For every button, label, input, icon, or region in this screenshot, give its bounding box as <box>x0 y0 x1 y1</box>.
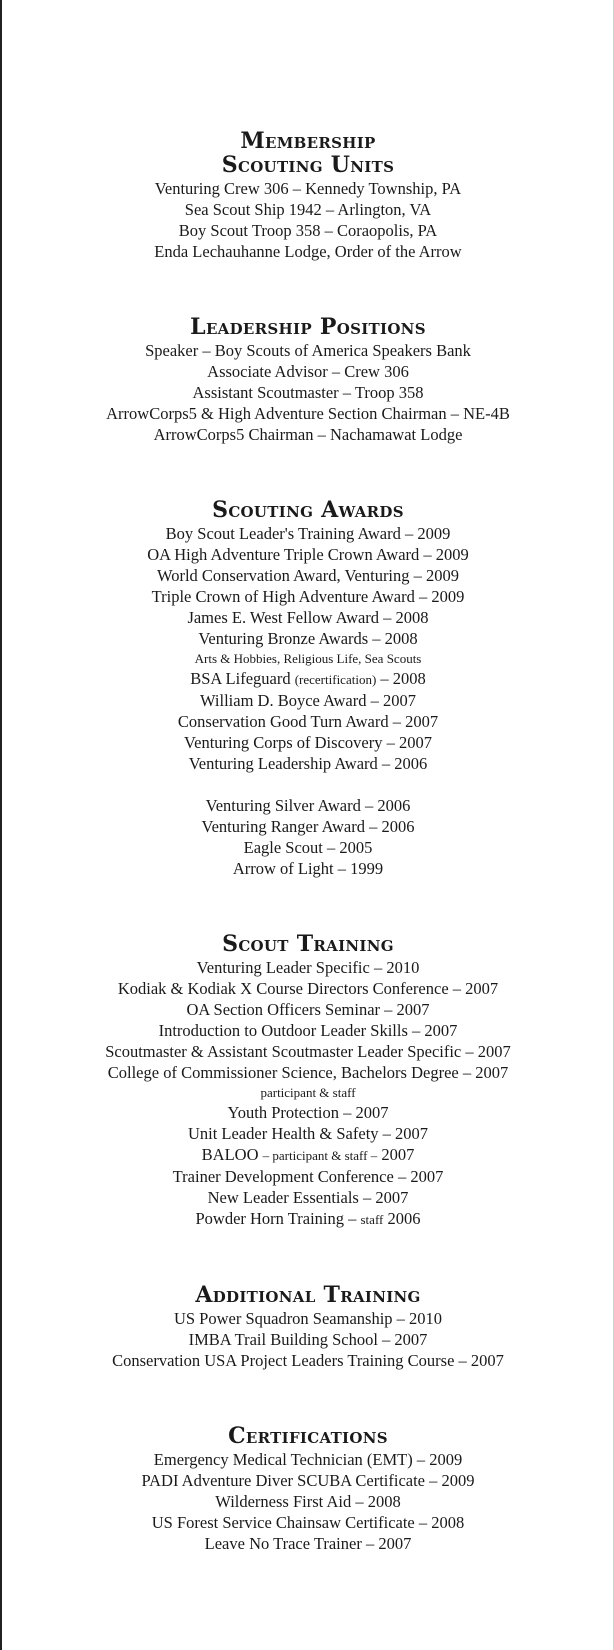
certifications-section <box>8 1423 608 1554</box>
list-item: Associate Advisor – Crew 306 <box>207 362 409 381</box>
scouting-units-subtitle: Scouting Units <box>221 152 395 178</box>
list-item: Emergency Medical Technician (EMT) – 2009 <box>153 1450 463 1469</box>
list-item: ArrowCorps5 Chairman – Nachamawat Lodge <box>153 425 463 444</box>
document-page <box>8 128 608 1554</box>
list-item: OA High Adventure Triple Crown Award – 2009 <box>147 545 469 564</box>
training-section <box>8 931 608 1230</box>
list-item: OA Section Officers Seminar – 2007 <box>186 1000 430 1019</box>
additional-title: Additional Training <box>195 1282 421 1308</box>
list-item: Arrow of Light – 1999 <box>232 859 384 878</box>
list-item <box>8 668 608 690</box>
list-item: Venturing Bronze Awards – 2008 <box>198 629 418 648</box>
lifeguard-note: (recertification) <box>294 672 377 687</box>
list-item <box>8 1208 608 1230</box>
certifications-title: Certifications <box>228 1423 388 1449</box>
list-item: Conservation Good Turn Award – 2007 <box>177 712 439 731</box>
list-item: US Power Squadron Seamanship – 2010 <box>173 1309 443 1328</box>
awards-title: Scouting Awards <box>212 497 404 523</box>
list-item: Eagle Scout – 2005 <box>243 838 373 857</box>
awards-section <box>8 497 608 879</box>
list-item: Scoutmaster & Assistant Scoutmaster Leader Specific – 2007 <box>105 1042 511 1061</box>
powder-horn-label: Powder Horn Training – <box>195 1209 357 1228</box>
list-item: Boy Scout Troop 358 – Coraopolis, PA <box>178 221 438 240</box>
baloo-label: BALOO <box>201 1145 259 1164</box>
list-item: US Forest Service Chainsaw Certificate – 2008 <box>151 1513 465 1532</box>
list-item: PADI Adventure Diver SCUBA Certificate – 2009 <box>141 1471 475 1490</box>
list-item: Youth Protection – 2007 <box>227 1103 389 1122</box>
list-item: Trainer Development Conference – 2007 <box>172 1167 444 1186</box>
lifeguard-label: BSA Lifeguard <box>190 669 291 688</box>
list-item: Introduction to Outdoor Leader Skills – 2007 <box>158 1021 458 1040</box>
membership-section <box>8 128 608 262</box>
list-item: Venturing Leader Specific – 2010 <box>196 958 420 977</box>
list-item: Venturing Leadership Award – 2006 <box>188 754 428 773</box>
list-item: New Leader Essentials – 2007 <box>207 1188 409 1207</box>
powder-horn-year: 2006 <box>387 1209 421 1228</box>
list-item: Venturing Silver Award – 2006 <box>205 796 411 815</box>
list-item: Wilderness First Aid – 2008 <box>215 1492 401 1511</box>
list-item: Kodiak & Kodiak X Course Directors Conference – 2007 <box>117 979 499 998</box>
left-border <box>0 0 2 1650</box>
training-title: Scout Training <box>222 931 394 957</box>
leadership-section <box>8 314 608 445</box>
list-item: ArrowCorps5 & High Adventure Section Chairman – NE-4B <box>106 404 510 423</box>
baloo-year: 2007 <box>381 1145 415 1164</box>
list-item: College of Commissioner Science, Bachelors Degree – 2007 <box>107 1063 509 1082</box>
list-item: Assistant Scoutmaster – Troop 358 <box>192 383 424 402</box>
list-item <box>8 1144 608 1166</box>
list-item: Venturing Corps of Discovery – 2007 <box>184 733 432 752</box>
list-item: Speaker – Boy Scouts of America Speakers Bank <box>145 341 471 360</box>
powder-horn-note: staff <box>360 1212 384 1227</box>
list-item: Enda Lechauhanne Lodge, Order of the Arrow <box>154 242 462 261</box>
list-item: Triple Crown of High Adventure Award – 2009 <box>151 587 465 606</box>
membership-title: Membership <box>240 128 376 154</box>
bronze-awards-detail: Arts & Hobbies, Religious Life, Sea Scouts <box>194 651 422 666</box>
college-detail: participant & staff <box>260 1085 356 1100</box>
baloo-note: – participant & staff – <box>262 1148 378 1163</box>
list-item: William D. Boyce Award – 2007 <box>200 691 416 710</box>
list-item: IMBA Trail Building School – 2007 <box>188 1330 428 1349</box>
list-item: Leave No Trace Trainer – 2007 <box>204 1534 412 1553</box>
list-item: Sea Scout Ship 1942 – Arlington, VA <box>184 200 432 219</box>
list-item: James E. West Fellow Award – 2008 <box>187 608 429 627</box>
leadership-title: Leadership Positions <box>190 314 426 340</box>
list-item: Conservation USA Project Leaders Training Course – 2007 <box>112 1351 504 1370</box>
spacer <box>8 774 608 795</box>
list-item: Boy Scout Leader's Training Award – 2009 <box>165 524 451 543</box>
list-item: Venturing Ranger Award – 2006 <box>201 817 415 836</box>
list-item: Unit Leader Health & Safety – 2007 <box>187 1124 429 1143</box>
additional-section <box>8 1282 608 1371</box>
list-item: World Conservation Award, Venturing – 2009 <box>156 566 460 585</box>
lifeguard-year: – 2008 <box>380 669 426 688</box>
list-item: Venturing Crew 306 – Kennedy Township, PA <box>154 179 462 198</box>
